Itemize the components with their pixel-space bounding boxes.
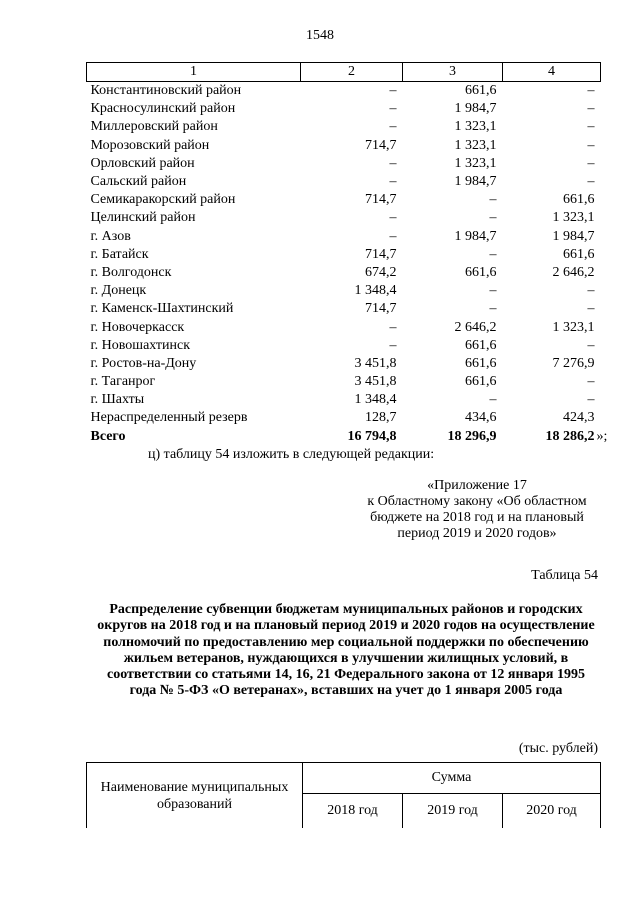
value-col-4-text: – [587, 101, 595, 117]
table-row [87, 155, 601, 173]
municipality-name-text: Миллеровский район [90, 119, 218, 135]
municipality-name-text: Семикаракорский район [90, 192, 236, 208]
value-col-2-text: – [389, 337, 397, 353]
table-row [87, 337, 601, 355]
value-col-2 [301, 318, 403, 336]
amendment-instruction: ц) таблицу 54 изложить в следующей редакции: [148, 447, 435, 462]
table-row [87, 300, 601, 318]
value-col-3 [403, 209, 503, 227]
value-col-4 [503, 137, 601, 155]
year-2018-header: 2018 год [303, 794, 403, 829]
municipality-name [87, 373, 301, 391]
value-col-2-text: 714,7 [365, 301, 397, 317]
municipality-name-text: Нераспределенный резерв [90, 410, 248, 426]
value-col-2-text: 1 348,4 [354, 283, 397, 299]
value-col-4-text: 7 276,9 [552, 355, 595, 371]
municipality-name [87, 391, 301, 409]
value-col-2 [301, 173, 403, 191]
value-col-4-text: – [587, 301, 595, 317]
value-col-2 [301, 300, 403, 318]
value-col-2-text: – [389, 174, 397, 190]
appendix-reference [352, 478, 602, 542]
municipality-name-text: Сальский район [90, 174, 187, 190]
value-col-3-text: 1 323,1 [454, 119, 497, 135]
column-number-1: 1 [87, 63, 301, 82]
municipality-name [87, 318, 301, 336]
value-col-2-text: – [389, 228, 397, 244]
value-col-3-text: 1 984,7 [454, 101, 497, 117]
value-col-4 [503, 209, 601, 227]
value-col-2-text: 3 451,8 [354, 355, 397, 371]
page-number: 1548 [306, 28, 334, 43]
municipality-name [87, 191, 301, 209]
value-col-3 [403, 337, 503, 355]
table-row [87, 355, 601, 373]
municipality-name-text: г. Ростов-на-Дону [90, 355, 197, 371]
value-col-4-text: 1 323,1 [552, 319, 595, 335]
value-col-4 [503, 191, 601, 209]
value-col-4 [503, 373, 601, 391]
value-col-3 [403, 391, 503, 409]
value-col-2 [301, 228, 403, 246]
municipality-name [87, 355, 301, 373]
municipality-name-text: г. Таганрог [90, 374, 156, 390]
table-row [87, 137, 601, 155]
value-col-2 [301, 82, 403, 101]
value-col-3-text: – [489, 210, 497, 226]
value-col-2 [301, 100, 403, 118]
value-col-4 [503, 173, 601, 191]
table-row [87, 173, 601, 191]
sum-header: Сумма [303, 763, 601, 794]
municipality-name [87, 118, 301, 136]
value-col-2 [301, 137, 403, 155]
table-title: Распределение субвенции бюджетам муниципальных районов и городских округов на 2018 год и на плановый период 2019 и 2020 годов на осуществление полномочий по предоставлению мер социальной поддержки по обеспечению жильем ветеранов, нуждающихся в улучшении жилищных условий, в соответствии со статьями 14, 16, 21 Федерального закона от 12 января 1995 года № 5-ФЗ «О ветеранах», вставших на учет до 1 января 2005 года [97, 602, 595, 699]
municipality-name-text: г. Новочеркасск [90, 319, 185, 335]
appendix-title: «Приложение 17 [427, 478, 527, 493]
table-row [87, 264, 601, 282]
municipality-name [87, 209, 301, 227]
municipality-name [87, 246, 301, 264]
value-col-3 [403, 409, 503, 427]
municipality-name-text: Целинский район [90, 210, 196, 226]
value-col-2 [301, 209, 403, 227]
municipality-name [87, 337, 301, 355]
table-row [87, 118, 601, 136]
municipality-name-text: г. Каменск-Шахтинский [90, 301, 234, 317]
municipality-name-text: г. Азов [90, 228, 131, 244]
value-col-2 [301, 391, 403, 409]
column-number-2: 2 [301, 63, 403, 82]
table-row [87, 282, 601, 300]
value-col-4 [503, 155, 601, 173]
municipality-name-header: Наименование муниципальных образований [87, 763, 303, 829]
value-col-4 [503, 337, 601, 355]
municipality-name-text: Морозовский район [90, 137, 210, 153]
municipality-name [87, 82, 301, 101]
municipality-name [87, 228, 301, 246]
value-col-3 [403, 264, 503, 282]
value-col-4-text: – [587, 337, 595, 353]
table-number: Таблица 54 [531, 568, 598, 583]
value-col-2 [301, 118, 403, 136]
value-col-3 [403, 137, 503, 155]
value-col-2-text: 128,7 [365, 410, 397, 426]
value-col-3 [403, 155, 503, 173]
value-col-3-text: 661,6 [465, 355, 497, 371]
municipality-name [87, 137, 301, 155]
municipality-name-text: г. Батайск [90, 246, 149, 262]
value-col-2 [301, 246, 403, 264]
value-col-2 [301, 409, 403, 427]
municipality-name-text: Красносулинский район [90, 101, 236, 117]
value-col-4-text: – [587, 392, 595, 408]
subvention-table-54-header [86, 762, 601, 828]
table-row [87, 100, 601, 118]
value-col-2-text: 16 794,8 [347, 428, 397, 444]
table-row [87, 82, 601, 101]
municipality-name [87, 264, 301, 282]
table-row [87, 373, 601, 391]
table-row [87, 228, 601, 246]
value-col-3 [403, 100, 503, 118]
value-col-2 [301, 282, 403, 300]
value-col-2 [301, 337, 403, 355]
value-col-3 [403, 373, 503, 391]
value-col-4-text: – [587, 374, 595, 390]
value-col-3-text: 661,6 [465, 264, 497, 280]
value-col-3-text: – [489, 192, 497, 208]
value-col-2-text: – [389, 155, 397, 171]
year-2019-header: 2019 год [403, 794, 503, 829]
table-row [87, 246, 601, 264]
value-col-4-text: 18 286,2 [545, 428, 595, 444]
value-col-3-text: 2 646,2 [454, 319, 497, 335]
value-col-3-text: 1 984,7 [454, 228, 497, 244]
municipality-name [87, 409, 301, 427]
value-col-4 [503, 391, 601, 409]
value-col-3 [403, 82, 503, 101]
value-col-3-text: – [489, 246, 497, 262]
value-col-2 [301, 191, 403, 209]
value-col-4 [503, 318, 601, 336]
municipality-name-text: Всего [90, 428, 126, 444]
value-col-3-text: 661,6 [465, 374, 497, 390]
value-col-4-text: 424,3 [563, 410, 595, 426]
appendix-law-reference: к Областному закону «Об областном бюджете на 2018 год и на плановый период 2019 и 2020 годов» [367, 494, 587, 541]
value-col-4-text: – [587, 119, 595, 135]
value-col-3 [403, 355, 503, 373]
value-col-2 [301, 355, 403, 373]
value-col-2-text: 674,2 [365, 264, 397, 280]
municipality-name [87, 100, 301, 118]
value-col-4-text: 1 984,7 [552, 228, 595, 244]
municipality-name-text: г. Шахты [90, 392, 145, 408]
municipality-name [87, 428, 301, 446]
municipality-name-text: г. Волгодонск [90, 264, 172, 280]
subvention-table-continued [86, 62, 608, 446]
value-col-4-text: 2 646,2 [552, 264, 595, 280]
table-row [87, 391, 601, 409]
value-col-4-text: 661,6 [563, 246, 595, 262]
value-col-4 [503, 100, 601, 118]
value-col-2-text: – [389, 119, 397, 135]
table-row [87, 318, 601, 336]
table-row [87, 191, 601, 209]
value-col-3 [403, 191, 503, 209]
municipality-name-text: г. Новошахтинск [90, 337, 191, 353]
value-col-3-text: – [489, 392, 497, 408]
municipality-name [87, 282, 301, 300]
value-col-2-text: – [389, 319, 397, 335]
value-col-2-text: 3 451,8 [354, 374, 397, 390]
value-col-2-text: – [389, 210, 397, 226]
value-col-3-text: 434,6 [465, 410, 497, 426]
value-col-3-text: – [489, 301, 497, 317]
value-col-3 [403, 246, 503, 264]
value-col-2-text: – [389, 83, 397, 99]
value-col-3-text: 1 323,1 [454, 155, 497, 171]
table-row [87, 409, 601, 427]
value-col-2 [301, 264, 403, 282]
value-col-3-text: 661,6 [465, 337, 497, 353]
value-col-3 [403, 228, 503, 246]
value-col-3-text: 1 984,7 [454, 174, 497, 190]
value-col-2-text: 714,7 [365, 192, 397, 208]
value-col-4 [503, 282, 601, 300]
value-col-3 [403, 428, 503, 446]
value-col-4 [503, 118, 601, 136]
value-col-3-text: 661,6 [465, 83, 497, 99]
value-col-4 [503, 228, 601, 246]
value-col-2-text: 714,7 [365, 137, 397, 153]
municipality-name [87, 155, 301, 173]
value-col-3-text: – [489, 283, 497, 299]
value-col-2-text: 1 348,4 [354, 392, 397, 408]
value-col-4 [503, 300, 601, 318]
value-col-2 [301, 428, 403, 446]
table-row [87, 209, 601, 227]
value-col-4 [503, 409, 601, 427]
value-col-3 [403, 282, 503, 300]
value-col-4 [503, 264, 601, 282]
value-col-4-text: – [587, 283, 595, 299]
value-col-2-text: – [389, 101, 397, 117]
value-col-3-text: 18 296,9 [447, 428, 497, 444]
value-col-4-text: 661,6 [563, 192, 595, 208]
municipality-name [87, 300, 301, 318]
municipality-name-text: Орловский район [90, 155, 195, 171]
value-col-4-text: 1 323,1 [552, 210, 595, 226]
table-header-row [87, 63, 601, 82]
closing-quote-suffix: »; [596, 428, 608, 444]
value-col-4 [503, 355, 601, 373]
value-col-4-text: – [587, 155, 595, 171]
value-col-4-text: – [587, 83, 595, 99]
value-col-4-text: – [587, 137, 595, 153]
value-col-3 [403, 318, 503, 336]
value-col-3-text: 1 323,1 [454, 137, 497, 153]
value-col-3 [403, 118, 503, 136]
value-col-2-text: 714,7 [365, 246, 397, 262]
municipality-name-text: Константиновский район [90, 83, 242, 99]
value-col-3 [403, 173, 503, 191]
units-label: (тыс. рублей) [518, 741, 598, 756]
value-col-4 [503, 246, 601, 264]
column-number-4: 4 [503, 63, 601, 82]
column-number-3: 3 [403, 63, 503, 82]
value-col-4 [503, 428, 608, 446]
value-col-2 [301, 155, 403, 173]
year-2020-header: 2020 год [503, 794, 601, 829]
value-col-4 [503, 82, 601, 101]
value-col-2 [301, 373, 403, 391]
municipality-name-text: г. Донецк [90, 283, 147, 299]
total-row [87, 428, 601, 446]
municipality-name [87, 173, 301, 191]
value-col-4-text: – [587, 174, 595, 190]
value-col-3 [403, 300, 503, 318]
